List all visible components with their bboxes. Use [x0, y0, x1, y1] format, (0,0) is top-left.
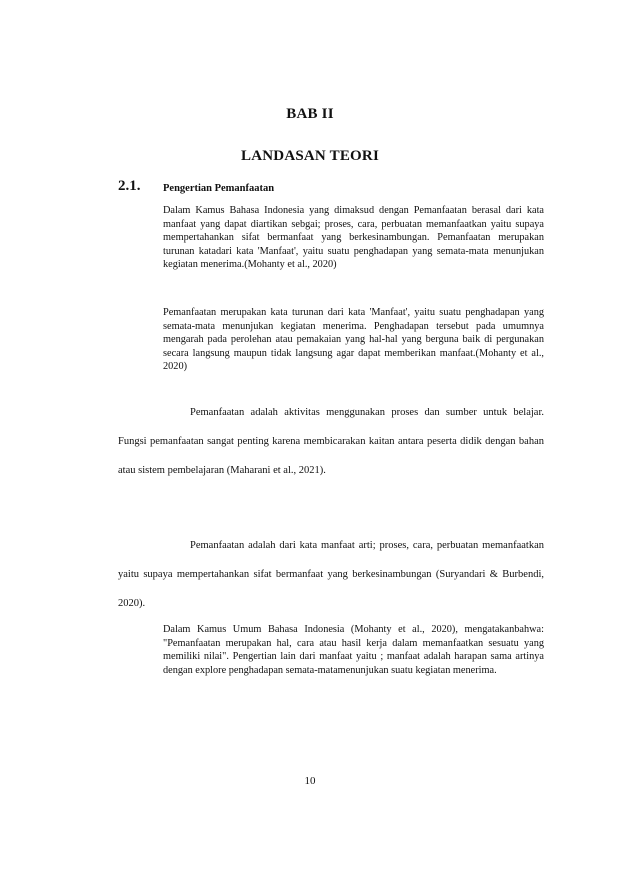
chapter-title: LANDASAN TEORI: [241, 148, 379, 164]
quote-block-2: Pemanfaatan merupakan kata turunan dari kata 'Manfaat', yaitu suatu penghadapan yang semata-mata menunjukan kegiatan menerima. Penghadapan tersebut pada umumnya mengarah pada perolehan atau pemakaian yang hal-hal yang berguna baik di pergunakan secara langsung maupun tidak langsung agar dapat memberikan manfaat.(Mohanty et al., 2020): [163, 307, 544, 373]
section-number: 2.1.: [118, 178, 141, 194]
quote-block-3: Dalam Kamus Umum Bahasa Indonesia (Mohanty et al., 2020), mengatakanbahwa: "Pemanfaatan merupakan hal, cara atau hasil kerja dalam memanfaatkan sesuatu yang memiliki nilai". Pengertian lain dari manfaat yaitu ; manfaat adalah harapan sama artinya dengan explore penghadapan semata-matamenunjukan suatu kegiatan menerima.: [163, 624, 544, 676]
section-title: Pengertian Pemanfaatan: [163, 183, 275, 194]
body-paragraph-2: Pemanfaatan adalah dari kata manfaat arti; proses, cara, perbuatan memanfaatkan yaitu supaya mempertahankan sifat bermanfaat yang berkesinambungan (Suryandari & Burbendi, 2020).: [118, 540, 544, 609]
page-number: 10: [304, 775, 316, 787]
body-paragraph-1: Pemanfaatan adalah aktivitas menggunakan proses dan sumber untuk belajar. Fungsi pemanfaatan sangat penting karena membicarakan kaitan antara peserta didik dengan bahan atau sistem pembelajaran (Maharani et al., 2021).: [118, 407, 544, 476]
chapter-number: BAB II: [286, 106, 334, 122]
quote-block-1: Dalam Kamus Bahasa Indonesia yang dimaksud dengan Pemanfaatan berasal dari kata manfaat yang dapat diartikan sebgai; proses, cara, perbuatan memanfaatkan yaitu supaya mempertahankan sifat bermanfaat yang berkesinambungan. Pemanfaatan merupakan turunan katadari kata 'Manfaat', yaitu suatu penghadapan yang semata-mata menunjukan kegiatan menerima.(Mohanty et al., 2020): [163, 205, 544, 271]
